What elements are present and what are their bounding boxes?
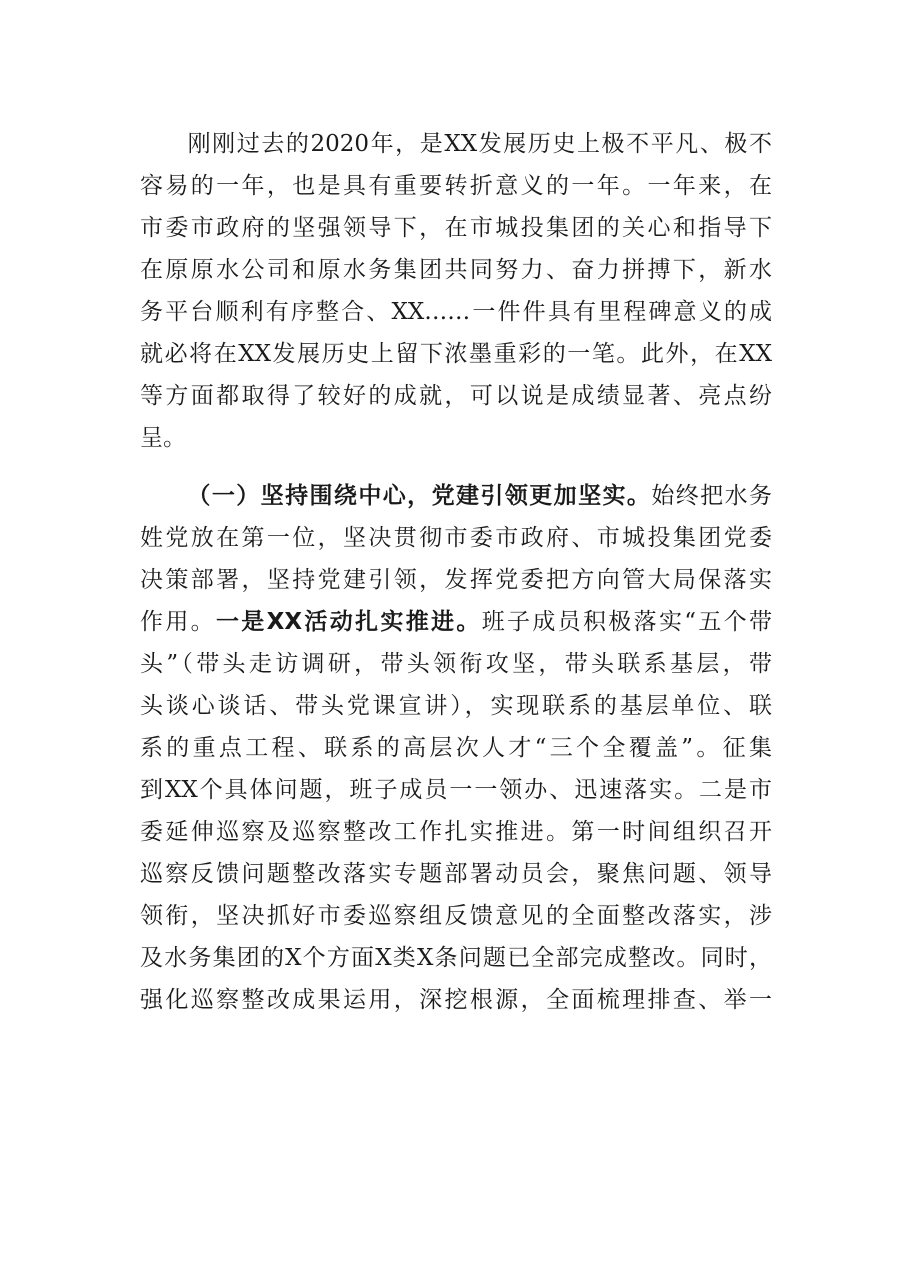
paragraph-1-line-6: 就必将在XX发展历史上留下浓墨重彩的一笔。此外，在XX: [140, 341, 772, 367]
paragraph-2-line-6: 头谈心谈话、带头党课宣讲），实现联系的基层单位、联: [140, 693, 772, 719]
paragraph-1-line-5: 务平台顺利有序整合、XX……一件件具有里程碑意义的成: [140, 299, 772, 325]
paragraph-2-line-10: 巡察反馈问题整改落实专题部署动员会，聚焦问题、领导: [140, 861, 772, 887]
paragraph-2-line-13: 强化巡察整改成果运用，深挖根源，全面梳理排查、举一: [140, 987, 772, 1013]
paragraph-2-line-1-rest: 始终把水务: [651, 483, 773, 509]
paragraph-2-line-2: 姓党放在第一位，坚决贯彻市委市政府、市城投集团党委: [140, 525, 772, 551]
paragraph-2-line-3: 决策部署，坚持党建引领，发挥党委把方向管大局保落实: [140, 567, 772, 593]
paragraph-1-line-1-text: 刚刚过去的2020年，是XX发展历史上极不平凡、极不: [186, 131, 772, 157]
paragraph-2-line-5: 头”（带头走访调研，带头领衔攻坚，带头联系基层，带: [140, 651, 772, 677]
document-body: [140, 123, 772, 1021]
paragraph-2-line-4: [140, 601, 772, 643]
paragraph-1-line-3: 市委市政府的坚强领导下，在市城投集团的关心和指导下: [140, 215, 772, 241]
subsection-heading: 一是XX活动扎实推进。: [215, 609, 482, 635]
paragraph-2-line-1: [140, 475, 772, 517]
paragraph-2-line-7: 系的重点工程、联系的高层次人才“三个全覆盖”。征集: [140, 735, 772, 761]
section-heading: （一）坚持围绕中心，党建引领更加坚实。: [186, 483, 652, 509]
paragraph-gap: [140, 459, 772, 475]
paragraph-2-line-11: 领衔，坚决抓好市委巡察组反馈意见的全面整改落实，涉: [140, 903, 772, 929]
paragraph-1-line-1: [140, 123, 772, 165]
paragraph-2-line-9: 委延伸巡察及巡察整改工作扎实推进。第一时间组织召开: [140, 819, 772, 845]
paragraph-2-line-4-pre: 作用。: [140, 609, 216, 635]
paragraph-1-line-8: 呈。: [140, 425, 186, 451]
paragraph-1-line-7: 等方面都取得了较好的成就，可以说是成绩显著、亮点纷: [140, 383, 772, 409]
paragraph-2-line-8: 到XX个具体问题，班子成员一一领办、迅速落实。二是市: [140, 777, 772, 803]
paragraph-2-line-4-post: 班子成员积极落实“五个带: [481, 609, 773, 635]
paragraph-1-line-2: 容易的一年，也是具有重要转折意义的一年。一年来，在: [140, 173, 772, 199]
paragraph-2-line-12: 及水务集团的X个方面X类X条问题已全部完成整改。同时，: [140, 945, 772, 971]
paragraph-1-line-4: 在原原水公司和原水务集团共同努力、奋力拼搏下，新水: [140, 257, 772, 283]
